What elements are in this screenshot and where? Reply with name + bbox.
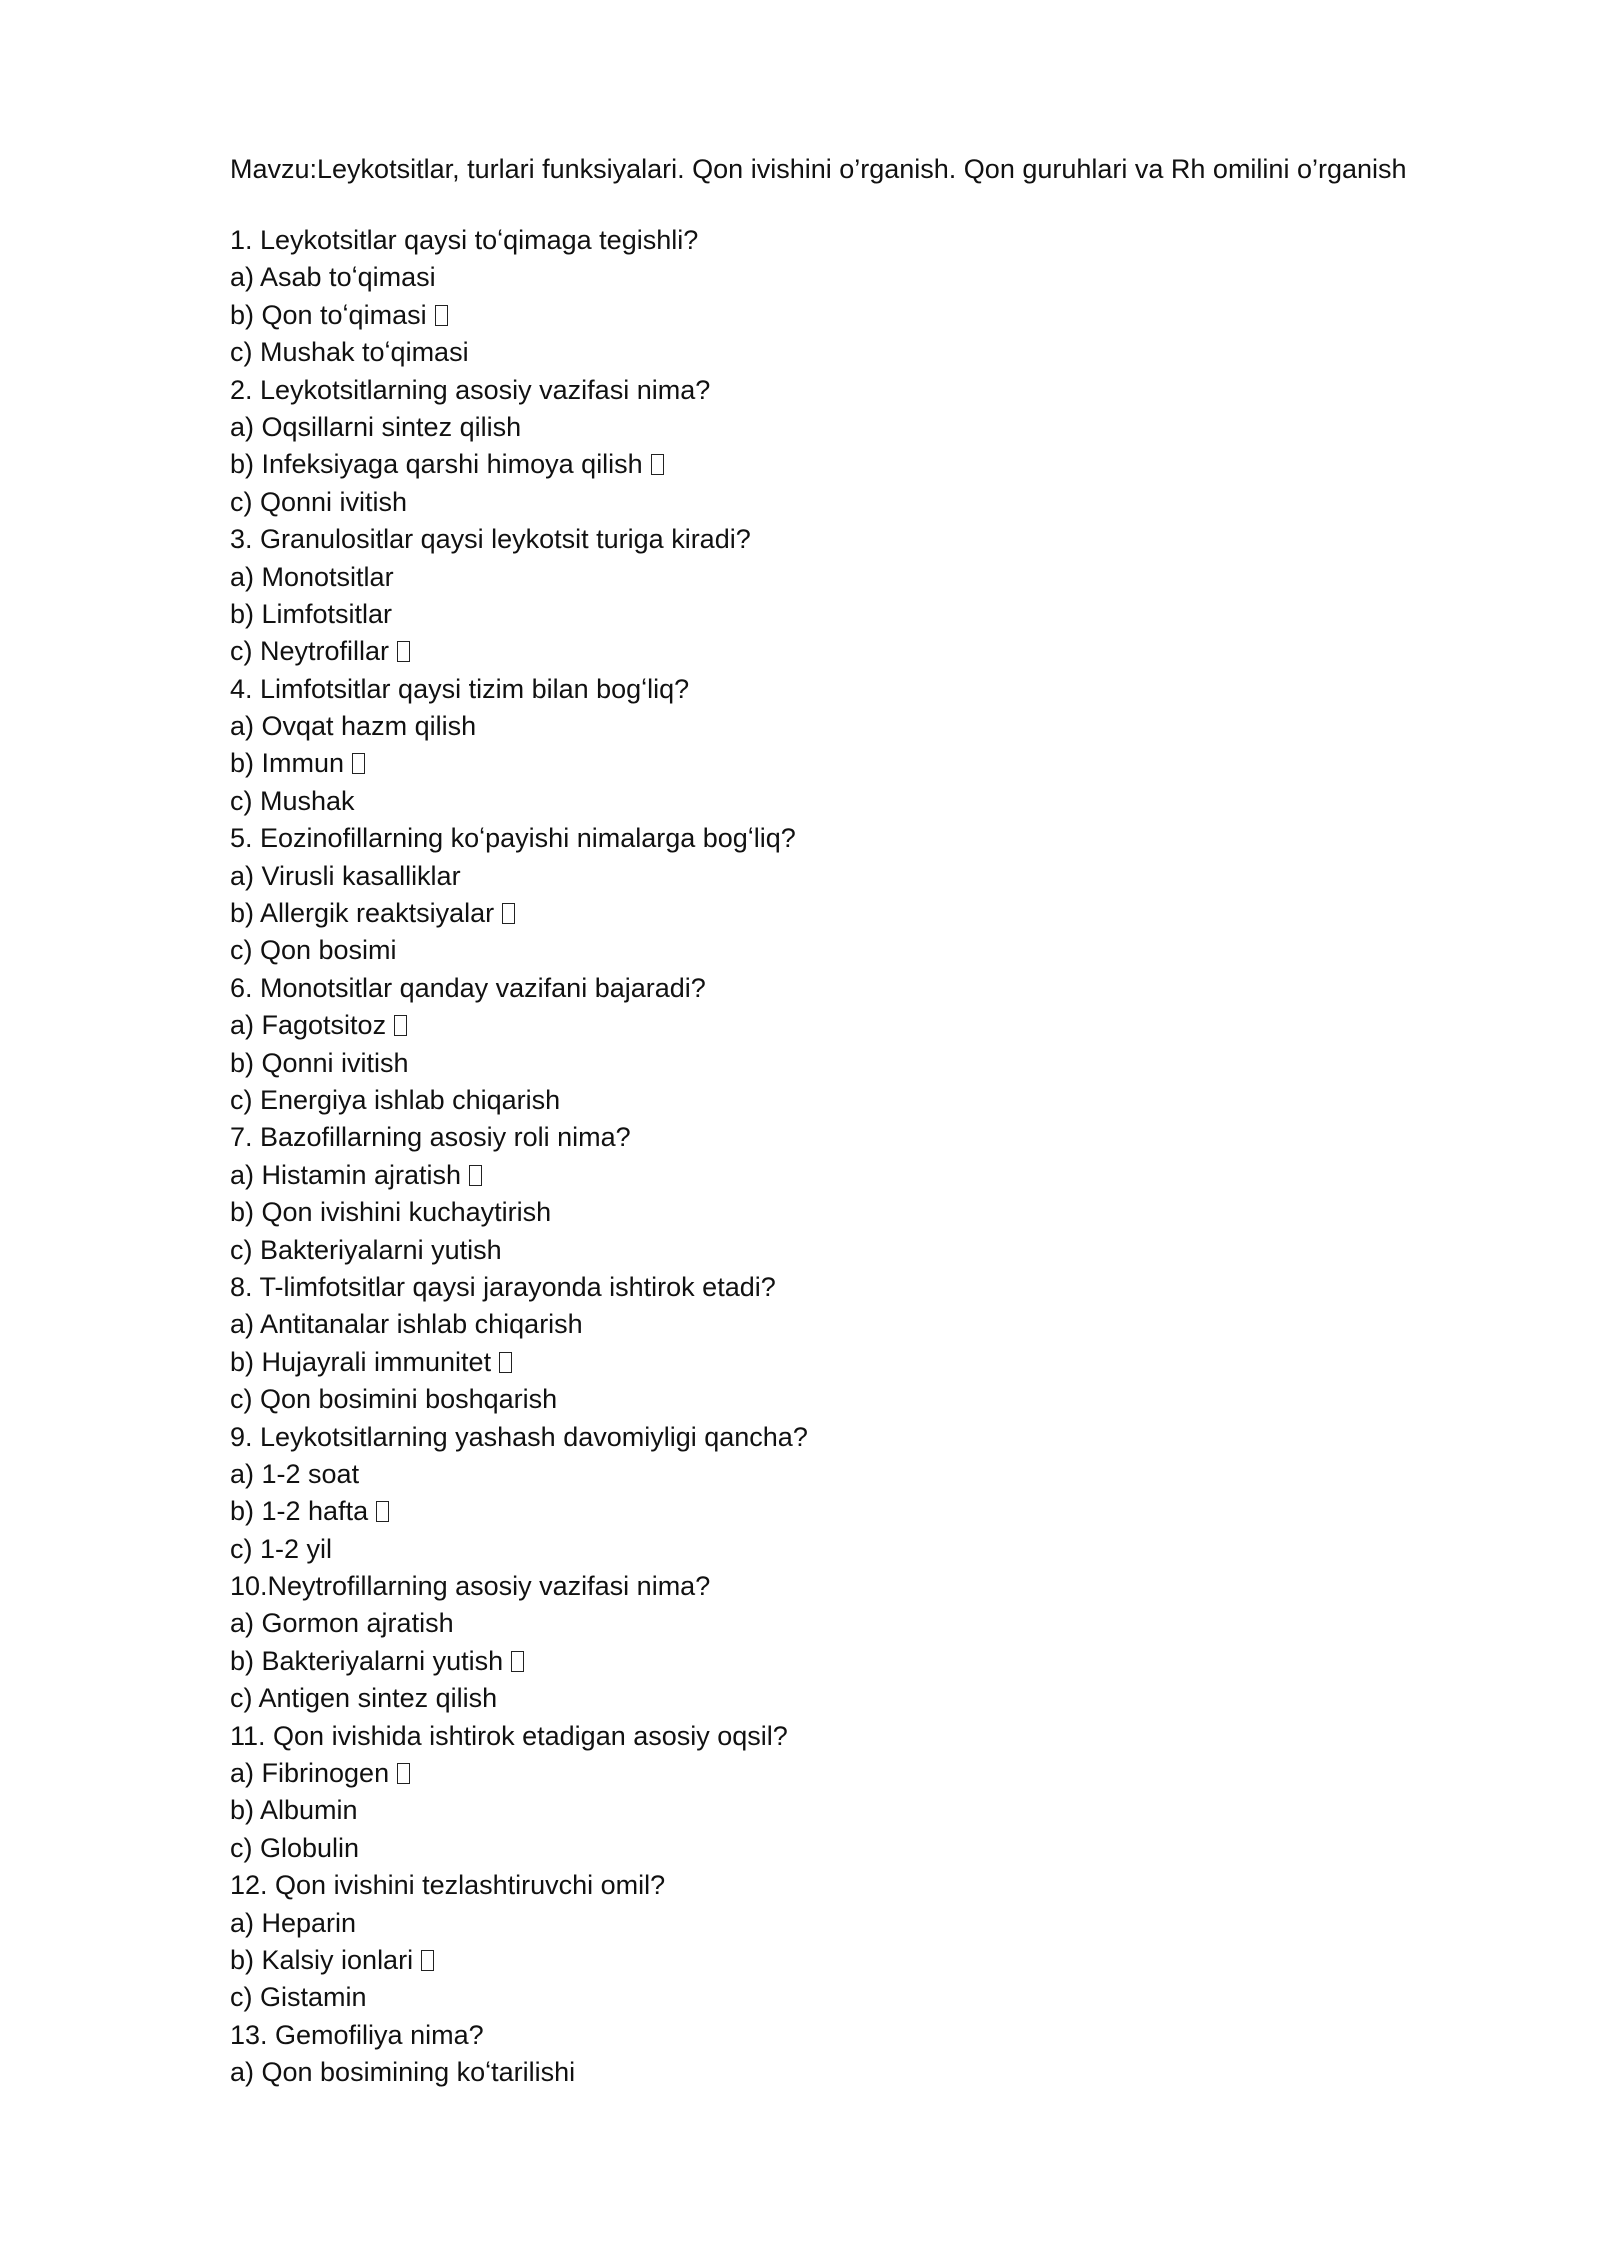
- answer-option: [230, 1082, 1550, 1119]
- answer-text: a) Heparin: [230, 1907, 357, 1938]
- answer-option: [230, 1830, 1550, 1867]
- answer-text: a) 1-2 soat: [230, 1458, 360, 1489]
- answer-text: b) Qonni ivitish: [230, 1047, 409, 1078]
- answer-text: a) Fibrinogen: [230, 1758, 390, 1789]
- correct-answer-box-icon: [499, 1352, 512, 1373]
- question-list: [230, 222, 1550, 2092]
- answer-option: [230, 1157, 1550, 1194]
- answer-text: a) Oqsillarni sintez qilish: [230, 411, 522, 442]
- question-line: [230, 1269, 1550, 1306]
- answer-option: [230, 932, 1550, 969]
- answer-option: [230, 1531, 1550, 1568]
- correct-answer-box-icon: [352, 753, 365, 774]
- answer-text: a) Monotsitlar: [230, 561, 394, 592]
- answer-text: c) Gistamin: [230, 1982, 367, 2013]
- question-text: 8. T-limfotsitlar qaysi jarayonda ishtirok etadi?: [230, 1271, 776, 1302]
- question-text: 6. Monotsitlar qanday vazifani bajaradi?: [230, 972, 706, 1003]
- correct-answer-box-icon: [651, 454, 664, 475]
- question-line: [230, 1419, 1550, 1456]
- answer-option: [230, 259, 1550, 296]
- answer-text: a) Gormon ajratish: [230, 1608, 454, 1639]
- answer-option: [230, 745, 1550, 782]
- question-text: 10.Neytrofillarning asosiy vazifasi nima?: [230, 1571, 711, 1602]
- answer-option: [230, 297, 1550, 334]
- answer-text: c) Energiya ishlab chiqarish: [230, 1084, 561, 1115]
- answer-option: [230, 409, 1550, 446]
- answer-text: c) Neytrofillar: [230, 636, 390, 667]
- question-line: [230, 1867, 1550, 1904]
- answer-option: [230, 1942, 1550, 1979]
- answer-option: [230, 446, 1550, 483]
- answer-option: [230, 858, 1550, 895]
- answer-option: [230, 1306, 1550, 1343]
- answer-text: a) Fagotsitoz: [230, 1010, 387, 1041]
- answer-text: c) Bakteriyalarni yutish: [230, 1234, 502, 1265]
- answer-option: [230, 1456, 1550, 1493]
- answer-option: [230, 1792, 1550, 1829]
- question-line: [230, 222, 1550, 259]
- answer-text: c) Qon bosimini boshqarish: [230, 1384, 558, 1415]
- answer-option: [230, 1643, 1550, 1680]
- answer-text: b) Qon ivishini kuchaytirish: [230, 1197, 552, 1228]
- answer-option: [230, 559, 1550, 596]
- answer-text: a) Asab toʻqimasi: [230, 262, 436, 293]
- answer-option: [230, 783, 1550, 820]
- answer-option: [230, 334, 1550, 371]
- question-line: [230, 1119, 1550, 1156]
- question-line: [230, 2017, 1550, 2054]
- answer-option: [230, 708, 1550, 745]
- correct-answer-box-icon: [469, 1165, 482, 1186]
- answer-text: b) Infeksiyaga qarshi himoya qilish: [230, 449, 643, 480]
- document-content: [230, 150, 1550, 2092]
- answer-option: [230, 1493, 1550, 1530]
- answer-text: b) Bakteriyalarni yutish: [230, 1645, 504, 1676]
- answer-text: a) Antitanalar ishlab chiqarish: [230, 1309, 583, 1340]
- correct-answer-box-icon: [376, 1501, 389, 1522]
- answer-option: [230, 1232, 1550, 1269]
- answer-option: [230, 1381, 1550, 1418]
- answer-text: c) Qon bosimi: [230, 935, 397, 966]
- answer-text: c) Globulin: [230, 1832, 360, 1863]
- answer-option: [230, 1680, 1550, 1717]
- answer-option: [230, 895, 1550, 932]
- correct-answer-box-icon: [394, 1015, 407, 1036]
- question-line: [230, 1718, 1550, 1755]
- answer-option: [230, 633, 1550, 670]
- question-text: 3. Granulositlar qaysi leykotsit turiga kiradi?: [230, 524, 751, 555]
- question-text: 11. Qon ivishida ishtirok etadigan asosiy oqsil?: [230, 1720, 788, 1751]
- answer-text: a) Qon bosimining koʻtarilishi: [230, 2057, 576, 2088]
- correct-answer-box-icon: [502, 903, 515, 924]
- answer-text: a) Ovqat hazm qilish: [230, 711, 477, 742]
- correct-answer-box-icon: [397, 1763, 410, 1784]
- answer-option: [230, 1979, 1550, 2016]
- answer-text: b) 1-2 hafta: [230, 1496, 369, 1527]
- question-line: [230, 820, 1550, 857]
- answer-option: [230, 2054, 1550, 2091]
- question-line: [230, 1568, 1550, 1605]
- answer-text: c) 1-2 yil: [230, 1533, 333, 1564]
- question-text: 1. Leykotsitlar qaysi toʻqimaga tegishli?: [230, 225, 699, 255]
- answer-text: b) Allergik reaktsiyalar: [230, 898, 495, 929]
- answer-option: [230, 484, 1550, 521]
- question-text: 13. Gemofiliya nima?: [230, 2019, 484, 2050]
- question-line: [230, 970, 1550, 1007]
- answer-option: [230, 1755, 1550, 1792]
- document-title: Mavzu:Leykotsitlar, turlari funksiyalari. Qon ivishini o’rganish. Qon guruhlari va Rh omilini o’rganish: [230, 154, 1407, 184]
- answer-option: [230, 1605, 1550, 1642]
- answer-option: [230, 1045, 1550, 1082]
- answer-text: b) Qon toʻqimasi: [230, 299, 427, 330]
- answer-text: b) Hujayrali immunitet: [230, 1346, 492, 1377]
- question-text: 9. Leykotsitlarning yashash davomiyligi qancha?: [230, 1421, 808, 1452]
- question-text: 5. Eozinofillarning koʻpayishi nimalarga bogʻliq?: [230, 823, 796, 854]
- question-text: 7. Bazofillarning asosiy roli nima?: [230, 1122, 631, 1153]
- answer-text: a) Histamin ajratish: [230, 1159, 462, 1190]
- correct-answer-box-icon: [397, 641, 410, 662]
- answer-text: b) Limfotsitlar: [230, 598, 393, 629]
- answer-text: b) Kalsiy ionlari: [230, 1944, 414, 1975]
- answer-option: [230, 1905, 1550, 1942]
- answer-text: c) Mushak: [230, 785, 355, 816]
- answer-text: b) Albumin: [230, 1795, 358, 1826]
- question-text: 4. Limfotsitlar qaysi tizim bilan bogʻliq?: [230, 673, 690, 704]
- correct-answer-box-icon: [511, 1651, 524, 1672]
- correct-answer-box-icon: [435, 305, 448, 326]
- answer-option: [230, 1194, 1550, 1231]
- question-line: [230, 521, 1550, 558]
- question-text: 2. Leykotsitlarning asosiy vazifasi nima?: [230, 374, 711, 405]
- question-text: 12. Qon ivishini tezlashtiruvchi omil?: [230, 1870, 666, 1901]
- answer-text: b) Immun: [230, 748, 345, 779]
- answer-text: c) Antigen sintez qilish: [230, 1683, 498, 1714]
- answer-text: c) Qonni ivitish: [230, 486, 408, 517]
- correct-answer-box-icon: [421, 1950, 434, 1971]
- answer-text: a) Virusli kasalliklar: [230, 860, 461, 891]
- question-line: [230, 671, 1550, 708]
- answer-option: [230, 596, 1550, 633]
- answer-option: [230, 1007, 1550, 1044]
- question-line: [230, 372, 1550, 409]
- answer-text: c) Mushak toʻqimasi: [230, 337, 469, 368]
- answer-option: [230, 1344, 1550, 1381]
